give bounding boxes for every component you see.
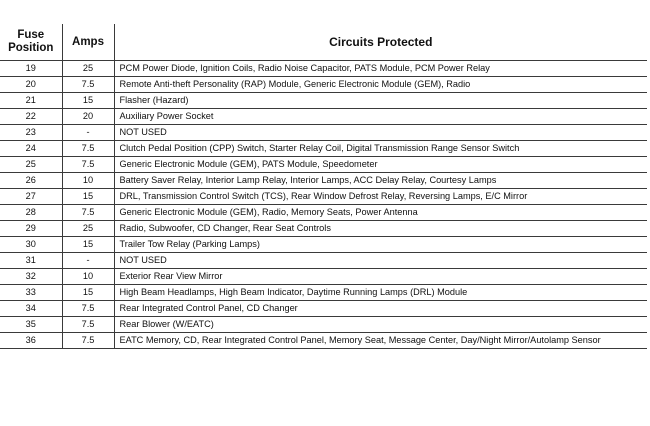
circuits-cell: NOT USED [114,253,647,269]
circuits-cell: Rear Integrated Control Panel, CD Changer [114,301,647,317]
circuits-cell: Generic Electronic Module (GEM), Radio, Memory Seats, Power Antenna [114,205,647,221]
fuse-position-cell: 19 [0,61,62,77]
table-row [0,77,647,93]
table-row [0,173,647,189]
fuse-position-cell: 36 [0,333,62,349]
table-row [0,205,647,221]
circuits-protected-header: Circuits Protected [114,24,647,61]
fuse-position-cell: 33 [0,285,62,301]
fuse-position-cell: 31 [0,253,62,269]
circuits-cell: Rear Blower (W/EATC) [114,317,647,333]
fuse-position-cell: 23 [0,125,62,141]
table-row [0,125,647,141]
amps-cell: 10 [62,269,114,285]
amps-cell: 15 [62,189,114,205]
fuse-position-cell: 29 [0,221,62,237]
fuse-table-body [0,61,647,349]
amps-header: Amps [62,24,114,61]
circuits-cell: Clutch Pedal Position (CPP) Switch, Starter Relay Coil, Digital Transmission Range Sensor Switch [114,141,647,157]
amps-cell: 7.5 [62,77,114,93]
table-row [0,157,647,173]
fuse-position-cell: 34 [0,301,62,317]
circuits-cell: DRL, Transmission Control Switch (TCS), Rear Window Defrost Relay, Reversing Lamps, E/C Mirror [114,189,647,205]
table-row [0,189,647,205]
fuse-position-cell: 21 [0,93,62,109]
table-row [0,61,647,77]
amps-cell: 15 [62,237,114,253]
circuits-cell: Radio, Subwoofer, CD Changer, Rear Seat Controls [114,221,647,237]
circuits-cell: PCM Power Diode, Ignition Coils, Radio Noise Capacitor, PATS Module, PCM Power Relay [114,61,647,77]
amps-cell: 25 [62,61,114,77]
amps-cell: 15 [62,93,114,109]
fuse-position-cell: 28 [0,205,62,221]
circuits-cell: Trailer Tow Relay (Parking Lamps) [114,237,647,253]
circuits-cell: Remote Anti-theft Personality (RAP) Module, Generic Electronic Module (GEM), Radio [114,77,647,93]
table-row [0,301,647,317]
table-row [0,237,647,253]
fuse-position-cell: 20 [0,77,62,93]
fuse-position-cell: 30 [0,237,62,253]
amps-cell: - [62,125,114,141]
amps-cell: - [62,253,114,269]
fuse-position-header: Fuse Position [0,24,62,61]
fuse-position-cell: 22 [0,109,62,125]
fuse-position-cell: 32 [0,269,62,285]
amps-cell: 7.5 [62,141,114,157]
amps-cell: 25 [62,221,114,237]
fuse-position-cell: 25 [0,157,62,173]
circuits-cell: NOT USED [114,125,647,141]
amps-cell: 7.5 [62,205,114,221]
fuse-table [0,24,647,349]
amps-cell: 7.5 [62,333,114,349]
fuse-position-cell: 26 [0,173,62,189]
amps-cell: 20 [62,109,114,125]
table-row [0,333,647,349]
circuits-cell: Exterior Rear View Mirror [114,269,647,285]
circuits-cell: EATC Memory, CD, Rear Integrated Control Panel, Memory Seat, Message Center, Day/Night Mirror/Autolamp Sensor [114,333,647,349]
circuits-cell: Auxiliary Power Socket [114,109,647,125]
fuse-position-cell: 24 [0,141,62,157]
amps-cell: 7.5 [62,157,114,173]
table-row [0,317,647,333]
circuits-cell: Battery Saver Relay, Interior Lamp Relay, Interior Lamps, ACC Delay Relay, Courtesy Lamps [114,173,647,189]
amps-cell: 7.5 [62,317,114,333]
fuse-position-cell: 27 [0,189,62,205]
table-row [0,93,647,109]
amps-cell: 15 [62,285,114,301]
header-row [0,24,647,61]
table-row [0,285,647,301]
amps-cell: 7.5 [62,301,114,317]
table-row [0,141,647,157]
table-row [0,221,647,237]
table-row [0,253,647,269]
amps-cell: 10 [62,173,114,189]
circuits-cell: Generic Electronic Module (GEM), PATS Module, Speedometer [114,157,647,173]
table-row [0,269,647,285]
circuits-cell: High Beam Headlamps, High Beam Indicator, Daytime Running Lamps (DRL) Module [114,285,647,301]
circuits-cell: Flasher (Hazard) [114,93,647,109]
table-row [0,109,647,125]
fuse-position-cell: 35 [0,317,62,333]
